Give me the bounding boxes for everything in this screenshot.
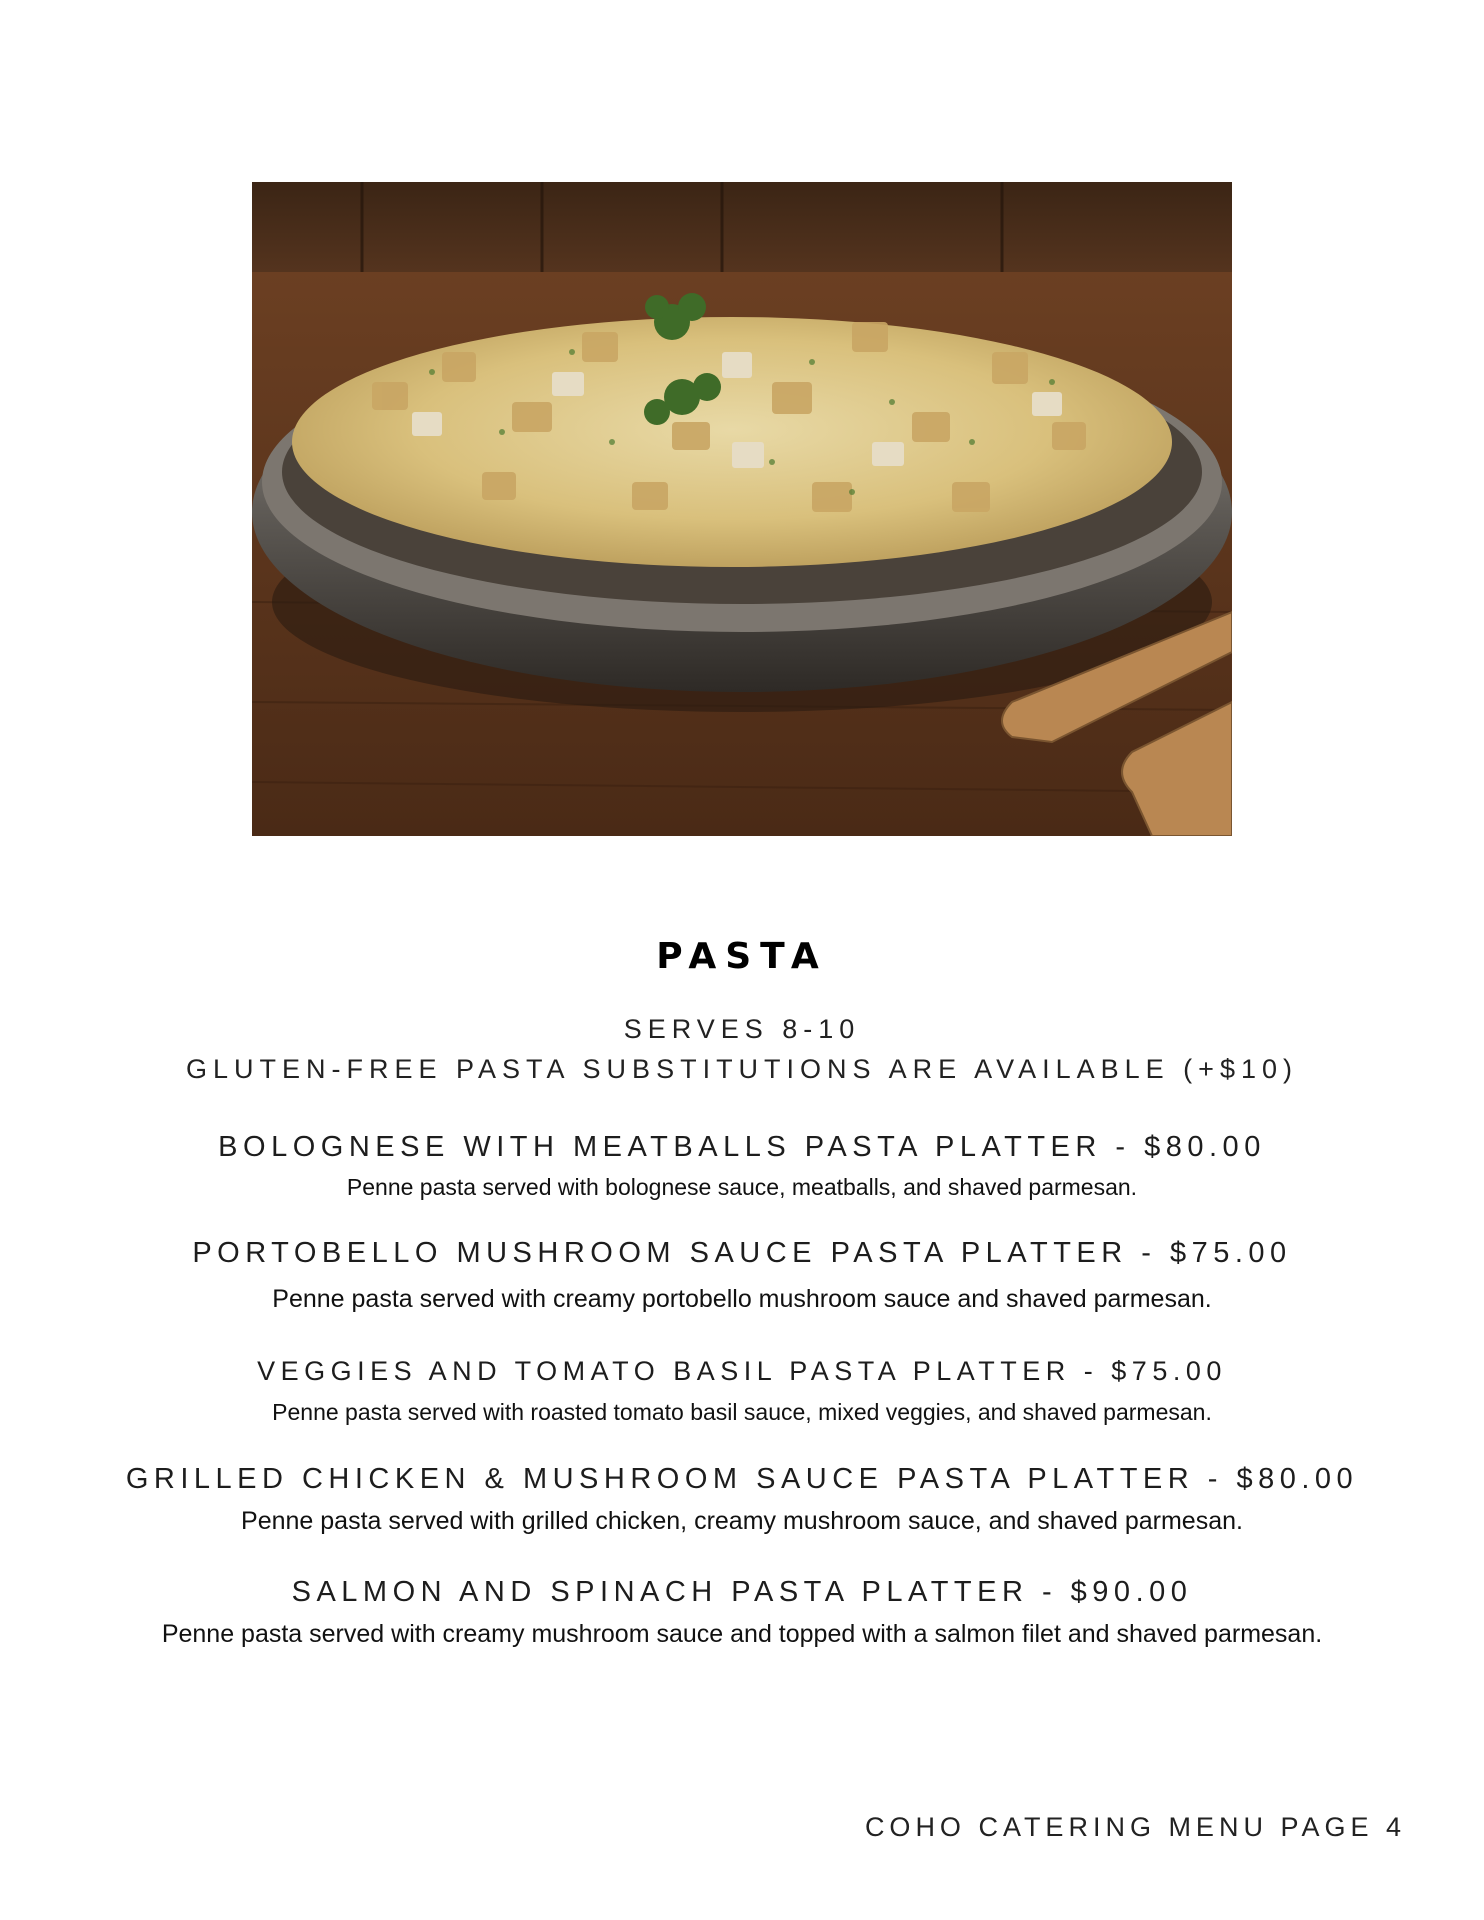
menu-item-description: Penne pasta served with bolognese sauce, meatballs, and shaved parmesan. bbox=[346, 1174, 1138, 1200]
page-footer: COHO CATERING MENU PAGE 4 bbox=[864, 1812, 1406, 1842]
menu-item-name: SALMON AND SPINACH PASTA PLATTER - $90.00 bbox=[291, 1576, 1193, 1608]
menu-item-description: Penne pasta served with creamy mushroom sauce and topped with a salmon filet and shaved parmesan. bbox=[161, 1620, 1323, 1648]
menu-item-name: VEGGIES AND TOMATO BASIL PASTA PLATTER - $75.00 bbox=[257, 1356, 1227, 1386]
menu-item-description: Penne pasta served with creamy portobello mushroom sauce and shaved parmesan. bbox=[272, 1285, 1212, 1313]
menu-item-name: PORTOBELLO MUSHROOM SAUCE PASTA PLATTER - $75.00 bbox=[192, 1237, 1292, 1269]
menu-item-name: BOLOGNESE WITH MEATBALLS PASTA PLATTER - $80.00 bbox=[218, 1131, 1266, 1163]
menu-item-description: Penne pasta served with roasted tomato basil sauce, mixed veggies, and shaved parmesan. bbox=[272, 1399, 1212, 1425]
hero-photo bbox=[252, 182, 1232, 836]
serves-note: SERVES 8-10 bbox=[623, 1014, 861, 1044]
gluten-free-note: GLUTEN-FREE PASTA SUBSTITUTIONS ARE AVAILABLE (+$10) bbox=[186, 1054, 1298, 1084]
menu-item-name: GRILLED CHICKEN & MUSHROOM SAUCE PASTA PLATTER - $80.00 bbox=[125, 1463, 1359, 1495]
section-title: PASTA bbox=[656, 936, 828, 977]
pasta-platter-image bbox=[252, 182, 1232, 836]
menu-item-description: Penne pasta served with grilled chicken, creamy mushroom sauce, and shaved parmesan. bbox=[241, 1507, 1243, 1535]
